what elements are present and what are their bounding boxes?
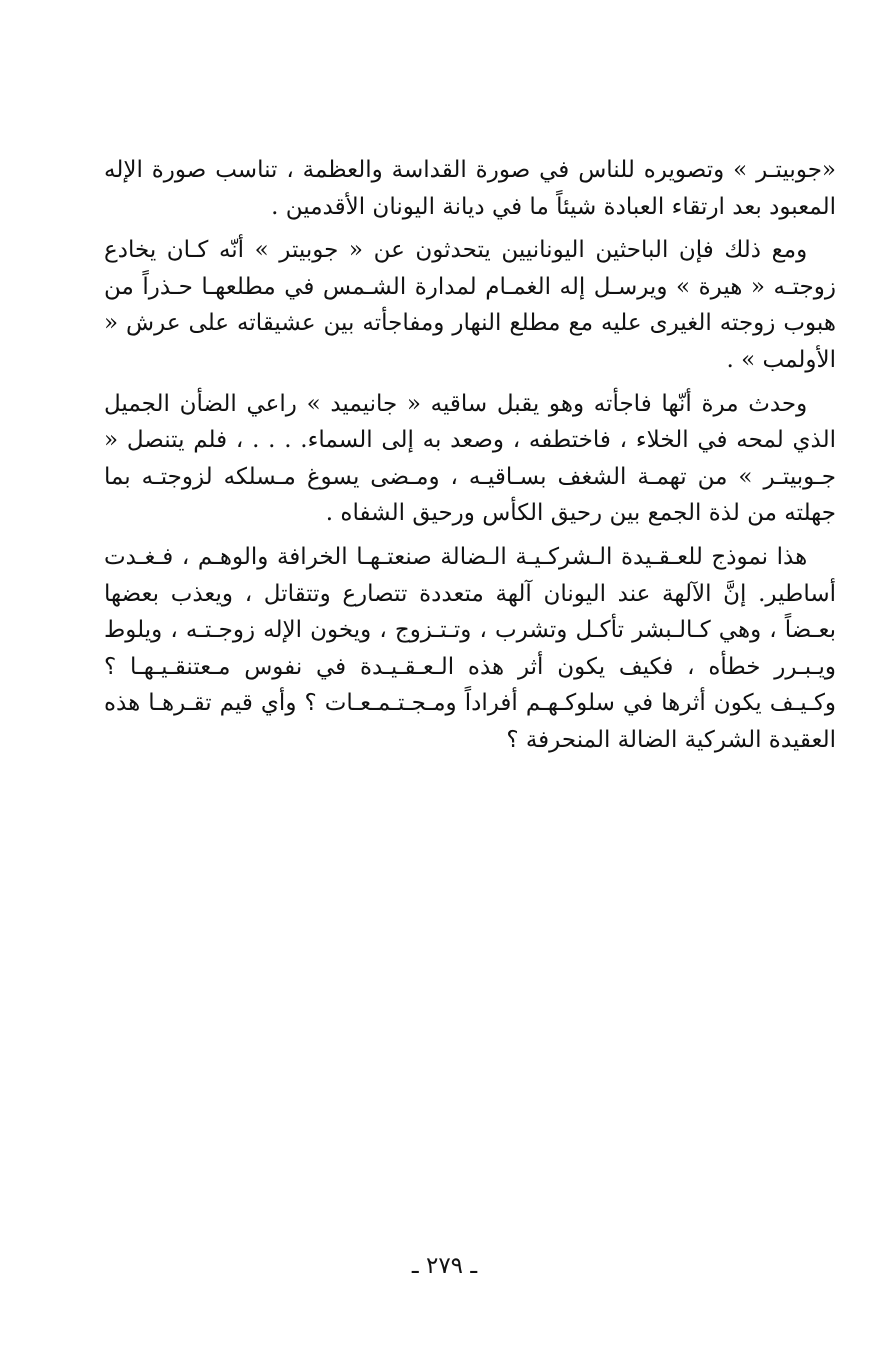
paragraph-4: هذا نموذج للعـقـيدة الـشركـيـة الـضالة صنعتـهـا الخرافة والوهـم ، فـغـدت أساطير. إنَّ الآلهة عند اليونان آلهة متعددة تتصارع وتتقاتل ، ويعذب بعضها بعـضاً ، وهي كـالـبشر تأكـل وتشرب ، وتـتـزوج ، ويخون الإله زوجـتـه ، ويلوط ويـبـرر خطأه ، فكيف يكون أثر هذه الـعـقـيـدة في نفوس مـعتنقـيـهـا ؟ وكـيـف يكون أثرها في سلوكـهـم أفراداً ومـجـتـمـعـات ؟ وأي قيم تقـرهـا هذه العقيدة الشركية الضالة المنحرفة ؟ <box>104 543 836 753</box>
paragraph-1: «جوبيتـر » وتصويره للناس في صورة القداسة والعظمة ، تناسب صورة الإله المعبود بعد ارتقاء العبادة شيئاً ما في ديانة اليونان الأقدمين . <box>104 157 836 220</box>
page-number: ـ ٢٧٩ ـ <box>411 1253 478 1279</box>
paragraph-3: وحدث مرة أنّها فاجأته وهو يقبل ساقيه « جانيميد » راعي الضأن الجميل الذي لمحه في الخلاء ، فاختطفه ، وصعد به إلى السماء. . . . ، فلم يتنصل « جـوبيتـر » من تهمـة الشغف بسـاقيـه ، ومـضى يسوغ مـسلكه لزوجتـه بما جهلته من لذة الجمع بين رحيق الكأس ورحيق الشفاه . <box>104 390 836 527</box>
body-text <box>104 152 836 766</box>
paragraph-2: ومع ذلك فإن الباحثين اليونانيين يتحدثون عن « جوبيتر » أنّه كـان يخادع زوجتـه « هيرة » ويرسـل إله الغمـام لمدارة الشـمس في مطلعهـا حـذراً من هبوب زوجته الغيرى عليه مع مطلع النهار ومفاجأته بين عشيقاته على عرش « الأولمب » . <box>104 237 836 373</box>
